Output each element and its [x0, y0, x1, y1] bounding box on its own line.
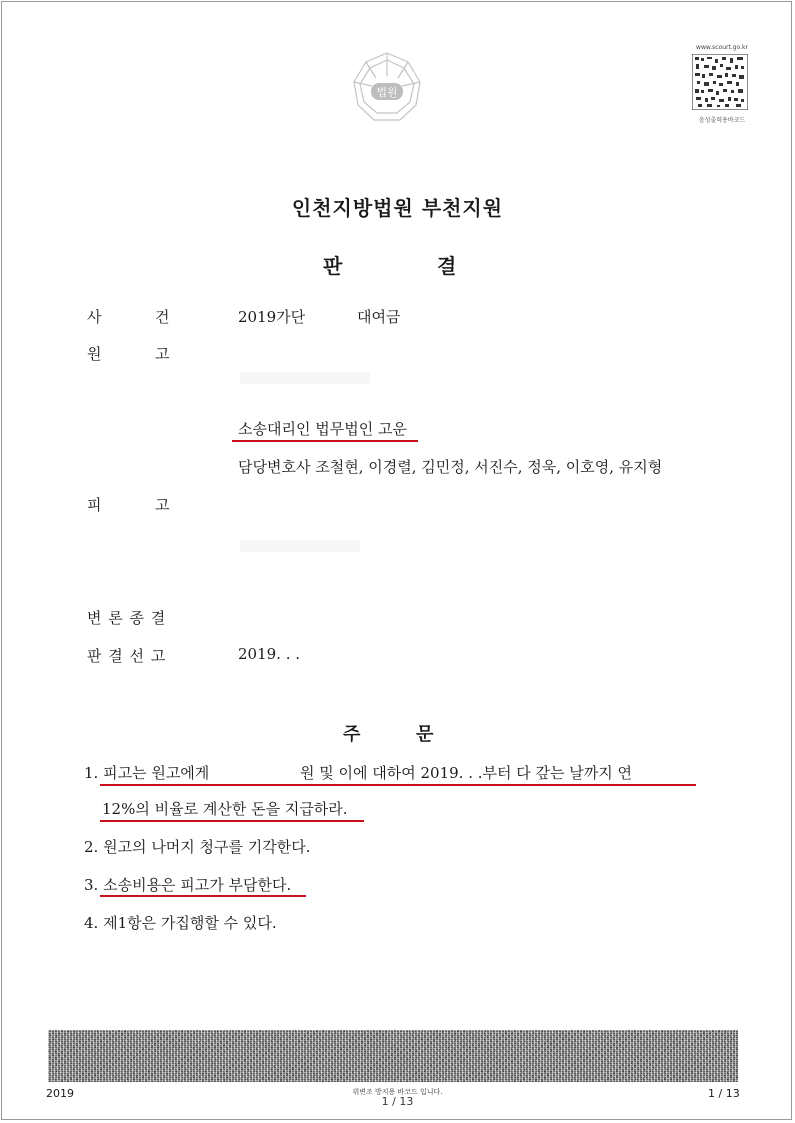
emblem-text: 법원	[376, 86, 398, 99]
footer-barcode-note: 위변조 방지용 바코드 입니다.	[352, 1088, 443, 1096]
defendant-label-1: 피	[87, 496, 102, 514]
qr-caption: 음성출력용바코드	[698, 117, 746, 124]
order-1-part-a: 피고는 원고에게	[103, 764, 210, 782]
footer-page-center: 1 / 13	[381, 1095, 414, 1108]
redacted-area	[240, 540, 360, 552]
case-number: 2019가단	[238, 308, 306, 326]
attorney-underline	[232, 440, 418, 442]
court-emblem-icon	[348, 50, 426, 128]
order-3-underline	[100, 895, 306, 897]
plaintiff-label-2: 고	[155, 345, 170, 363]
plaintiff-label-1: 원	[87, 345, 102, 363]
attorney-lawyers: 담당변호사 조철현, 이경렬, 김민정, 서진수, 정욱, 이호영, 유지형	[238, 458, 663, 476]
order-1-line-1	[84, 762, 209, 783]
attorney-firm: 소송대리인 법무법인 고운	[238, 420, 407, 438]
doc-title-right: 결	[437, 254, 457, 278]
order-4: 4. 제1항은 가집행할 수 있다.	[84, 914, 277, 932]
order-1-underline-1	[100, 784, 696, 786]
anti-forgery-barcode	[48, 1030, 738, 1082]
qr-code-block	[688, 44, 756, 128]
order-3	[84, 874, 291, 895]
decision-date: 2019. . .	[238, 645, 301, 663]
order-2: 2. 원고의 나머지 청구를 기각한다.	[84, 838, 311, 856]
case-type: 대여금	[357, 308, 401, 326]
order-3-prefix: 3.	[84, 876, 104, 894]
case-label-2: 건	[155, 308, 170, 326]
decision-label: 판 결 선 고	[87, 647, 167, 665]
closing-label: 변 론 종 결	[87, 609, 167, 627]
court-name: 인천지방법원 부천지원	[291, 196, 504, 220]
order-1-part-b: 원 및 이에 대하여 2019. . .부터 다 갚는 날까지 연	[300, 764, 633, 782]
case-label-1: 사	[87, 308, 102, 326]
order-title-left: 주	[343, 724, 361, 745]
order-title-right: 문	[416, 724, 434, 745]
order-1-underline-2	[100, 820, 364, 822]
redacted-area	[240, 372, 370, 384]
page-border	[1, 1, 792, 1120]
order-3-text: 소송비용은 피고가 부담한다.	[103, 876, 292, 894]
order-1-line-2: 12%의 비율로 계산한 돈을 지급하라.	[102, 800, 348, 818]
footer-case-year: 2019	[46, 1087, 74, 1100]
qr-code-icon	[692, 54, 748, 110]
defendant-label-2: 고	[155, 496, 170, 514]
qr-url: www.scourt.go.kr	[696, 44, 748, 51]
doc-title-left: 판	[323, 254, 343, 278]
order-1-prefix: 1.	[84, 764, 104, 782]
footer-page-number: 1 / 13	[708, 1087, 740, 1100]
